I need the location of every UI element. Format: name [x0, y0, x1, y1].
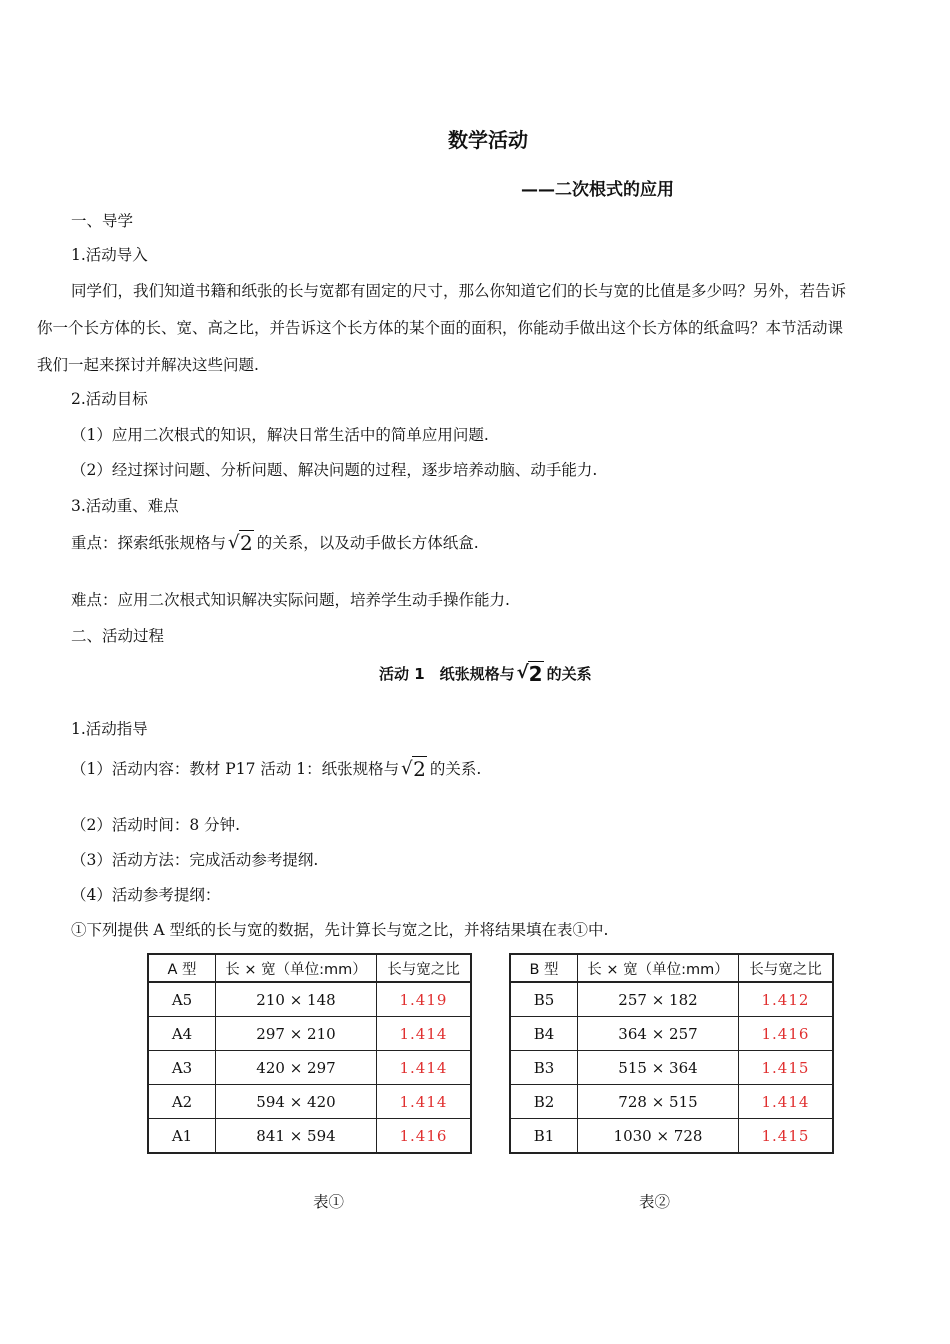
table-row	[510, 1017, 833, 1051]
table-b-caption: 表②	[639, 1193, 671, 1211]
sqrt-radicand: 2	[413, 757, 426, 781]
table-row	[510, 982, 833, 1017]
table-cell-size: 1030 × 728	[578, 1119, 739, 1154]
intro-line-2: 你一个长方体的长、宽、高之比，并告诉这个长方体的某个面的面积，你能动手做出这个长方体的纸盒吗？本节活动课	[37, 319, 844, 337]
table-b	[509, 953, 834, 1154]
table-cell-type: B1	[510, 1119, 578, 1154]
table-cell-ratio: 1.419	[376, 982, 471, 1017]
table-row	[148, 1051, 471, 1085]
table-cell-type: A3	[148, 1051, 216, 1085]
table-cell-type: A4	[148, 1017, 216, 1051]
guide-item-3: （3）活动方法：完成活动参考提纲.	[71, 851, 319, 869]
guide-item-1-prefix: （1）活动内容：教材 P17 活动 1：纸张规格与	[71, 760, 400, 778]
table-cell-size: 297 × 210	[216, 1017, 377, 1051]
table-b-header-ratio: 长与宽之比	[738, 954, 833, 982]
table-row	[510, 1119, 833, 1154]
table-cell-ratio: 1.416	[376, 1119, 471, 1154]
table-cell-ratio: 1.412	[738, 982, 833, 1017]
key-point-line	[71, 531, 479, 555]
table-cell-type: B4	[510, 1017, 578, 1051]
table-cell-size: 364 × 257	[578, 1017, 739, 1051]
key-point-suffix: 的关系，以及动手做长方体纸盒.	[256, 534, 479, 552]
activity-1-prefix: 活动 1 纸张规格与	[379, 665, 515, 683]
table-cell-ratio: 1.414	[376, 1085, 471, 1119]
table-b-header-size: 长 × 宽（单位:mm）	[578, 954, 739, 982]
table-cell-ratio: 1.415	[738, 1119, 833, 1154]
table-cell-type: A5	[148, 982, 216, 1017]
sqrt-radicand: 2	[528, 662, 543, 686]
table-cell-type: A2	[148, 1085, 216, 1119]
guide-item-4: （4）活动参考提纲：	[71, 886, 221, 904]
guide-heading: 1.活动指导	[71, 720, 148, 738]
table-b-header-row	[510, 954, 833, 982]
table-row	[510, 1085, 833, 1119]
key-point-prefix: 重点：探索纸张规格与	[71, 534, 227, 552]
table-cell-size: 515 × 364	[578, 1051, 739, 1085]
goal-item-2: （2）经过探讨问题、分析问题、解决问题的过程，逐步培养动脑、动手能力.	[71, 461, 598, 479]
table-row	[510, 1051, 833, 1085]
sqrt-radicand: 2	[240, 531, 253, 555]
sqrt-radical-sign: √	[401, 758, 413, 779]
table-a-header-size: 长 × 宽（单位:mm）	[216, 954, 377, 982]
activity-1-suffix: 的关系	[546, 665, 592, 683]
goal-item-1: （1）应用二次根式的知识，解决日常生活中的简单应用问题.	[71, 426, 489, 444]
table-cell-ratio: 1.415	[738, 1051, 833, 1085]
goal-heading: 2.活动目标	[71, 390, 148, 408]
section-1-heading: 一、导学	[71, 212, 134, 230]
table-a-header-type: A 型	[148, 954, 216, 982]
table-row	[148, 1017, 471, 1051]
table-row	[148, 982, 471, 1017]
table-cell-type: A1	[148, 1119, 216, 1154]
table-row	[148, 1119, 471, 1154]
activity-1-heading	[379, 662, 592, 686]
guide-item-2: （2）活动时间：8 分钟.	[71, 816, 241, 834]
sqrt-2-expression	[517, 662, 545, 686]
intro-line-3: 我们一起来探讨并解决这些问题.	[37, 356, 259, 374]
table-a-header-ratio: 长与宽之比	[376, 954, 471, 982]
sqrt-radical-sign: √	[516, 662, 529, 683]
table-cell-size: 841 × 594	[216, 1119, 377, 1154]
table-cell-ratio: 1.414	[376, 1017, 471, 1051]
key-heading: 3.活动重、难点	[71, 497, 179, 515]
table-cell-size: 257 × 182	[578, 982, 739, 1017]
guide-item-1	[71, 757, 482, 781]
intro-line-1: 同学们，我们知道书籍和纸张的长与宽都有固定的尺寸，那么你知道它们的长与宽的比值是多少吗？另外，若告诉	[71, 282, 847, 300]
table-cell-size: 210 × 148	[216, 982, 377, 1017]
table-cell-type: B2	[510, 1085, 578, 1119]
table-cell-type: B3	[510, 1051, 578, 1085]
table-cell-size: 728 × 515	[578, 1085, 739, 1119]
sqrt-2-expression	[228, 531, 255, 555]
difficulty-line: 难点：应用二次根式知识解决实际问题，培养学生动手操作能力.	[71, 591, 510, 609]
table-a-header-row	[148, 954, 471, 982]
table-cell-ratio: 1.414	[738, 1085, 833, 1119]
sqrt-radical-sign: √	[228, 532, 240, 553]
intro-heading: 1.活动导入	[71, 246, 148, 264]
table-a	[147, 953, 472, 1154]
table-a-caption: 表①	[313, 1193, 345, 1211]
sqrt-2-expression	[401, 757, 428, 781]
table-b-header-type: B 型	[510, 954, 578, 982]
table-cell-type: B5	[510, 982, 578, 1017]
page-title: 数学活动	[448, 128, 528, 152]
instruction-line: ①下列提供 A 型纸的长与宽的数据，先计算长与宽之比，并将结果填在表①中.	[71, 921, 609, 939]
table-cell-ratio: 1.416	[738, 1017, 833, 1051]
guide-item-1-suffix: 的关系.	[429, 760, 482, 778]
table-row	[148, 1085, 471, 1119]
table-cell-size: 420 × 297	[216, 1051, 377, 1085]
table-cell-size: 594 × 420	[216, 1085, 377, 1119]
section-2-heading: 二、活动过程	[71, 627, 165, 645]
page-subtitle: ——二次根式的应用	[521, 180, 674, 200]
table-cell-ratio: 1.414	[376, 1051, 471, 1085]
